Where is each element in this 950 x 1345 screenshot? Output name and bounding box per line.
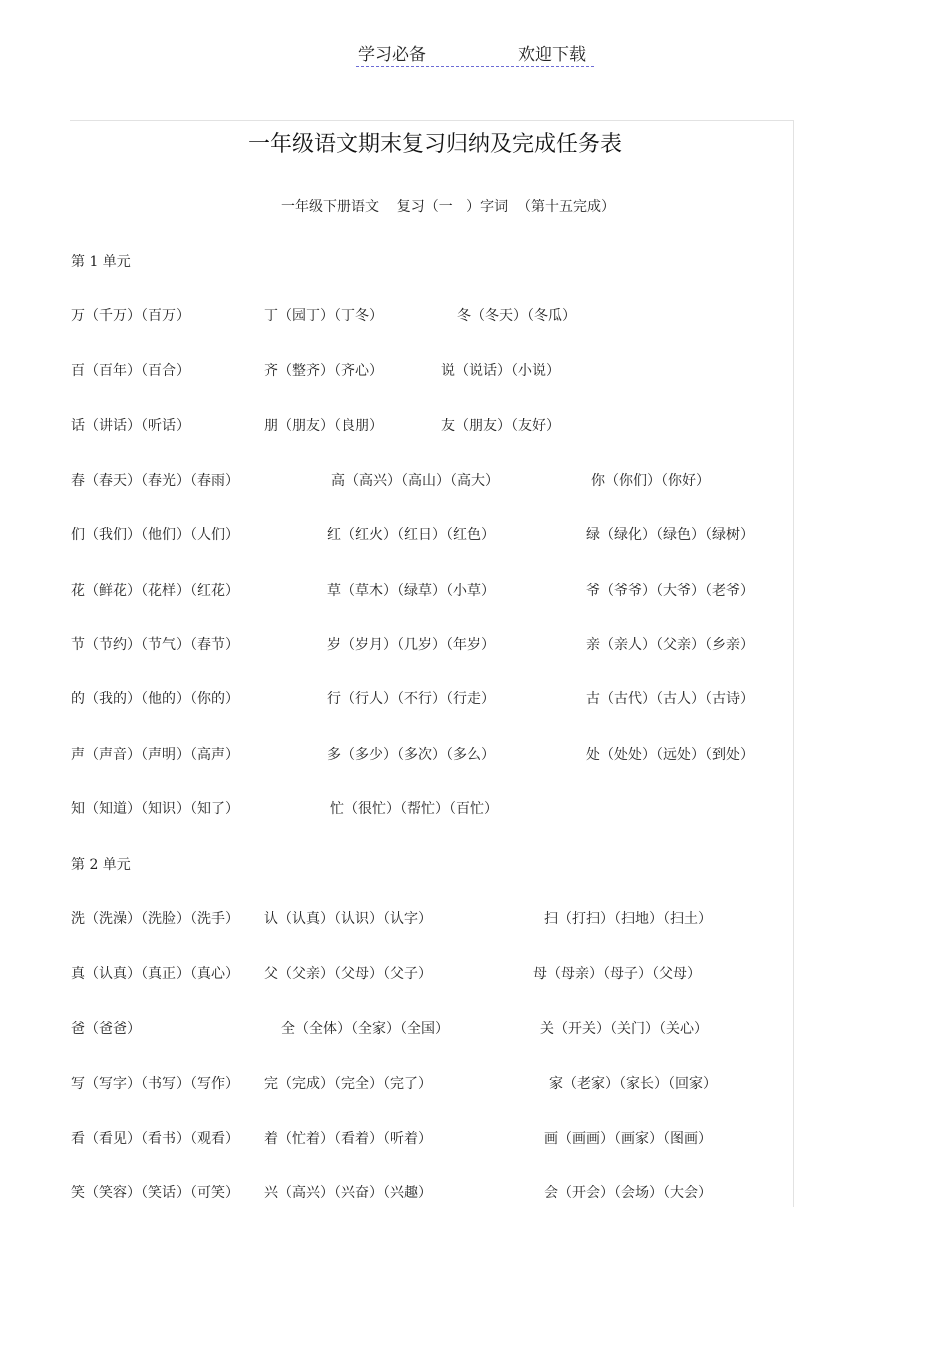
vocab-entry: 花（鲜花）（花样）（红花） [71,583,239,599]
vocab-entry: 写（写字）（书写）（写作） [71,1076,239,1092]
vocab-entry: 亲（亲人）（父亲）（乡亲） [586,637,754,653]
vocab-entry: 认（认真）（认识）（认字） [264,911,432,927]
vocab-entry: 绿（绿化）（绿色）（绿树） [586,527,754,543]
vocab-entry: 岁（岁月）（几岁）（年岁） [327,637,495,653]
vocab-entry: 全（全体）（全家）（全国） [281,1021,449,1037]
page-header [356,40,594,67]
vocab-entry: 会（开会）（会场）（大会） [544,1185,712,1201]
vocab-row [71,634,801,654]
vocab-row [71,580,801,600]
vocab-row [71,688,801,708]
vocab-entry: 百（百年）（百合） [71,363,190,379]
vocab-entry: 父（父亲）（父母）（父子） [264,966,432,982]
vocab-entry: 完（完成）（完全）（完了） [264,1076,432,1092]
vocab-entry: 着（忙着）（看着）（听着） [264,1131,432,1147]
vocab-entry: 红（红火）（红日）（红色） [327,527,495,543]
vocab-row [71,305,801,325]
unit-heading [71,854,801,874]
header-left-text: 学习必备 [358,45,426,65]
vocab-row [71,1182,801,1202]
vocab-row [71,963,801,983]
vocab-entry: 友（朋友）（友好） [441,418,560,434]
vocab-entry: 你（你们）（你好） [591,473,710,489]
vocab-entry: 处（处处）（远处）（到处） [586,747,754,763]
vocab-entry: 笑（笑容）（笑话）（可笑） [71,1185,239,1201]
vocab-entry: 们（我们）（他们）（人们） [71,527,239,543]
vocab-entry: 行（行人）（不行）（行走） [327,691,495,707]
vocab-entry: 看（看见）（看书）（观看） [71,1131,239,1147]
vocab-row [71,1073,801,1093]
vocab-entry: 齐（整齐）（齐心） [264,363,383,379]
page-subtitle: 一年级下册语文 复习（一 ）字词 （第十五完成） [281,199,616,215]
vocab-entry: 知（知道）（知识）（知了） [71,801,239,817]
vocab-row [71,1128,801,1148]
unit-heading-text: 第 2 单元 [71,857,131,873]
vocab-entry: 家（老家）（家长）（回家） [549,1076,717,1092]
vocab-entry: 的（我的）（他的）（你的） [71,691,239,707]
vocab-entry: 草（草木）（绿草）（小草） [327,583,495,599]
vocab-entry: 画（画画）（画家）（图画） [544,1131,712,1147]
unit-heading-text: 第 1 单元 [71,254,131,270]
vocab-entry: 声（声音）（声明）（高声） [71,747,239,763]
vocab-row [71,798,801,818]
vocab-row [71,470,801,490]
vocab-row [71,360,801,380]
vocab-entry: 爸（爸爸） [71,1021,141,1037]
vocab-row [71,1018,801,1038]
vocab-entry: 兴（高兴）（兴奋）（兴趣） [264,1185,432,1201]
vocab-entry: 春（春天）（春光）（春雨） [71,473,239,489]
vocab-entry: 节（节约）（节气）（春节） [71,637,239,653]
header-right-text: 欢迎下载 [518,45,586,65]
unit-heading [71,251,801,271]
vocab-row [71,744,801,764]
vocab-entry: 丁（园丁）（丁冬） [264,308,383,324]
vocab-entry: 爷（爷爷）（大爷）（老爷） [586,583,754,599]
vocab-entry: 高（高兴）（高山）（高大） [331,473,499,489]
vocab-row [71,415,801,435]
content-frame [70,120,794,1207]
vocab-entry: 说（说话）（小说） [441,363,560,379]
vocab-entry: 真（认真）（真正）（真心） [71,966,239,982]
vocab-entry: 关（开关）（关门）（关心） [540,1021,708,1037]
vocab-entry: 话（讲话）（听话） [71,418,190,434]
vocab-row [71,524,801,544]
vocab-row [71,908,801,928]
vocab-entry: 扫（打扫）（扫地）（扫土） [544,911,712,927]
vocab-entry: 冬（冬天）（冬瓜） [457,308,576,324]
page-title: 一年级语文期末复习归纳及完成任务表 [247,132,622,157]
vocab-entry: 洗（洗澡）（洗脸）（洗手） [71,911,239,927]
vocab-entry: 母（母亲）（母子）（父母） [533,966,701,982]
vocab-entry: 朋（朋友）（良朋） [264,418,383,434]
vocab-entry: 多（多少）（多次）（多么） [327,747,495,763]
vocab-entry: 忙（很忙）（帮忙）（百忙） [330,801,498,817]
vocab-entry: 古（古代）（古人）（古诗） [586,691,754,707]
vocab-entry: 万（千万）（百万） [71,308,190,324]
